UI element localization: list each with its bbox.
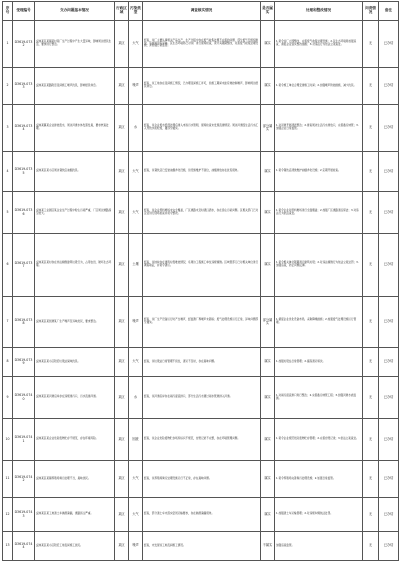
row-handling: 1.责令养殖场完善粪污处理设施；2.加强日常监管。 xyxy=(275,461,363,498)
header-no: 序号 xyxy=(3,2,13,21)
header-verified: 是否属实 xyxy=(261,2,275,21)
table-row xyxy=(3,348,399,377)
row-handling: 1.责令施工单位合理安排施工时间；2.加强噪声防控措施，减少扰民。 xyxy=(275,68,363,105)
row-region: 某区 xyxy=(115,68,129,105)
table-row xyxy=(3,152,399,192)
table-row xyxy=(3,234,399,297)
row-id: D3619-0742 xyxy=(13,461,35,498)
row-id: D3619-0741 xyxy=(13,419,35,461)
row-no: 13 xyxy=(3,532,13,561)
row-type: 土壤 xyxy=(129,234,143,297)
row-type: 大气 xyxy=(129,192,143,234)
header-investigation: 调查核实情况 xyxy=(143,2,261,21)
row-investigation: 经查，该垃圾站日常管理不到位，清运不及时，存在臭味问题。 xyxy=(143,348,261,377)
table-row xyxy=(3,68,399,105)
row-verified: 不属实 xyxy=(261,532,275,561)
row-no: 9 xyxy=(3,377,13,419)
row-region: 某区 xyxy=(115,105,129,152)
row-id: D3619-0743 xyxy=(13,498,35,532)
header-note: 备注 xyxy=(379,2,399,21)
row-type: 大气 xyxy=(129,152,143,192)
row-note: 已办结 xyxy=(379,105,399,152)
row-problem: 反映某区某镇养殖场粪污处理不当，臭味扰民。 xyxy=(35,461,115,498)
row-accountability: 无 xyxy=(363,21,379,68)
row-problem: 反映某区某小区附近工地夜间施工扰民。 xyxy=(35,532,115,561)
row-type: 噪声 xyxy=(129,68,143,105)
row-verified: 属实 xyxy=(261,419,275,461)
table-row xyxy=(3,297,399,348)
row-type: 大气 xyxy=(129,498,143,532)
table-row xyxy=(3,377,399,419)
row-accountability: 无 xyxy=(363,419,379,461)
row-problem: 反映某镇某企业排放废水，周边河道水体发黑发臭，要求核查处理。 xyxy=(35,105,115,152)
row-type: 噪声 xyxy=(129,297,143,348)
row-handling: 1.责令餐饮店清洗维护油烟净化设施；2.定期开展检查。 xyxy=(275,152,363,192)
row-verified: 属实 xyxy=(261,152,275,192)
row-accountability: 无 xyxy=(363,192,379,234)
row-accountability: 无 xyxy=(363,348,379,377)
row-investigation: 经查，该餐饮店已安装油烟净化设施，但设施维护不到位，油烟排放存在扰民现象。 xyxy=(143,152,261,192)
row-note: 已办结 xyxy=(379,234,399,297)
row-investigation: 经查，该工地存在夜间施工情况，已办理夜间施工许可，但施工期间未能有效控制噪声，影响周边居民休息。 xyxy=(143,68,261,105)
row-id: D3619-0738 xyxy=(13,297,35,348)
row-note: 已办结 xyxy=(379,377,399,419)
table-row xyxy=(3,461,399,498)
row-id: D3619-0732 xyxy=(13,21,35,68)
row-note: 已办结 xyxy=(379,461,399,498)
header-problem: 交办问题基本情况 xyxy=(35,2,115,21)
row-type: 大气 xyxy=(129,348,143,377)
row-accountability: 无 xyxy=(363,377,379,419)
row-handling: 加强巡查监管。 xyxy=(275,532,363,561)
row-verified: 属实 xyxy=(261,21,275,68)
row-problem: 反映某区某路附近夜间施工噪声扰民，影响居民休息。 xyxy=(35,68,115,105)
row-problem: 反映某区某小区附近垃圾站臭味扰民。 xyxy=(35,348,115,377)
row-region: 某区 xyxy=(115,192,129,234)
row-handling: 1.加强垃圾站日常管理；2.提高清运频次。 xyxy=(275,348,363,377)
row-region: 某区 xyxy=(115,461,129,498)
header-id: 受理编号 xyxy=(13,2,35,21)
row-note: 已办结 xyxy=(379,152,399,192)
table-row xyxy=(3,532,399,561)
row-investigation: 经查，该河道沿岸存在雨污混流排口，部分生活污水通过雨水管道排入河道。 xyxy=(143,377,261,419)
table-row xyxy=(3,419,399,461)
row-id: D3619-0734 xyxy=(13,105,35,152)
row-note: 已办结 xyxy=(379,348,399,377)
row-accountability: 无 xyxy=(363,68,379,105)
row-problem: 反映某区某工地渣土车抛洒滴漏，道路扬尘严重。 xyxy=(35,498,115,532)
row-no: 12 xyxy=(3,498,13,532)
header-type: 污染类型 xyxy=(129,2,143,21)
row-accountability: 无 xyxy=(363,532,379,561)
row-type: 大气 xyxy=(129,461,143,498)
row-handling: 1.对河道开展清淤整治；2.排查周边生活污水排放口，完善截污纳管；3.加强企业日常监管。 xyxy=(275,105,363,152)
row-accountability: 无 xyxy=(363,234,379,297)
row-accountability: 无 xyxy=(363,105,379,152)
row-id: D3619-0733 xyxy=(13,68,35,105)
row-id: D3619-0735 xyxy=(13,152,35,192)
row-problem: 反映某工业园区某企业生产过程中粉尘污染严重，厂区周边道路扬尘较大。 xyxy=(35,192,115,234)
row-region: 某区 xyxy=(115,21,129,68)
row-id: D3619-0736 xyxy=(13,192,35,234)
row-region: 某区 xyxy=(115,234,129,297)
row-problem: 反映某区某镇某村某厂生产过程中产生大量异味，影响周边居民生活，要求进行整治。 xyxy=(35,21,115,68)
row-id: D3619-0740 xyxy=(13,377,35,419)
row-problem: 反映某区某河道沿岸存在违规排污口，污水直排河道。 xyxy=(35,377,115,419)
row-type: 大气 xyxy=(129,21,143,68)
row-investigation: 经查，该地块存在建筑垃圾堆放情况，系周边工程施工单位违规倾倒。区城管部门已对相关单位进行调查取证，并责令清运。 xyxy=(143,234,261,297)
row-id: D3619-0737 xyxy=(13,234,35,297)
row-verified: 属实 xyxy=(261,377,275,419)
row-no: 5 xyxy=(3,192,13,234)
row-no: 1 xyxy=(3,21,13,68)
row-problem: 反映某区某村存在非法倾倒建筑垃圾行为，占用农田，破坏生态环境。 xyxy=(35,234,115,297)
row-region: 某区 xyxy=(115,498,129,532)
row-accountability: 无 xyxy=(363,498,379,532)
row-investigation: 经查，该养殖场粪污处理设施运行不正常，存在臭味问题。 xyxy=(143,461,261,498)
row-no: 11 xyxy=(3,461,13,498)
row-type: 固废 xyxy=(129,419,143,461)
header-region: 行政区域 xyxy=(115,2,129,21)
row-note: 已办结 xyxy=(379,419,399,461)
table-header-row xyxy=(3,2,399,21)
row-investigation: 经查，该厂生产设备运行时产生噪声，经监测厂界噪声未超标；废气处理设施运行正常，异味问题部分属实。 xyxy=(143,297,261,348)
row-note: 已办结 xyxy=(379,297,399,348)
row-no: 7 xyxy=(3,297,13,348)
row-type: 噪声 xyxy=(129,532,143,561)
header-accountability: 问责情况 xyxy=(363,2,379,21)
row-verified: 属实 xyxy=(261,234,275,297)
row-accountability: 无 xyxy=(363,152,379,192)
row-no: 4 xyxy=(3,152,13,192)
row-investigation: 经查，该厂主要从事相关产品生产，生产过程中存在废气收集处理不完善的问题，部分废气无组织排放，造成周边有异味。区生态环境局已对该厂进行现场检查，责令其限期整改，完善废气收集处理设施，并加强日常监管。 xyxy=(143,21,261,68)
row-note: 已办结 xyxy=(379,68,399,105)
row-type: 水 xyxy=(129,377,143,419)
row-no: 3 xyxy=(3,105,13,152)
row-accountability: 无 xyxy=(363,461,379,498)
row-region: 某区 xyxy=(115,532,129,561)
complaint-table xyxy=(2,1,399,561)
row-handling: 1.责令该厂立即整改，完善废气收集处理设施；2.区生态环境局加强巡查，督促企业落实整改措施；3.对违法行为依法立案查处。 xyxy=(275,21,363,68)
row-no: 8 xyxy=(3,348,13,377)
row-accountability: 无 xyxy=(363,297,379,348)
table-row xyxy=(3,192,399,234)
table-row xyxy=(3,21,399,68)
row-handling: 1.责令企业对原料堆场进行全面覆盖；2.加强厂区道路清扫保洁；3.对违法行为依法查处。 xyxy=(275,192,363,234)
row-region: 某区 xyxy=(115,297,129,348)
row-id: D3619-0739 xyxy=(13,348,35,377)
row-handling: 1.责令相关单位限期清运建筑垃圾；2.对违法倾倒行为依法立案处罚；3.加强巡查，防止问题反弹。 xyxy=(275,234,363,297)
row-handling: 1.加强渣土车运输管理；2.对违规车辆依法处罚。 xyxy=(275,498,363,532)
row-handling: 1.责令企业规范危险废物贮存管理；2.完善台账记录；3.依法立案查处。 xyxy=(275,419,363,461)
row-investigation: 经查，该企业废水经预处理后排入市政污水管网，现场检查未发现直排情况。周边河道因生活污水汇入导致水质较差，属部分属实。 xyxy=(143,105,261,152)
row-problem: 反映某区某小区周边餐饮店油烟扰民。 xyxy=(35,152,115,192)
row-note: 已办结 xyxy=(379,21,399,68)
row-id: D3619-0744 xyxy=(13,532,35,561)
row-investigation: 经查，该企业原料堆场未完全覆盖，厂区道路未及时清扫洒水，存在扬尘污染问题。区相关部门已对企业进行现场检查并责令整改。 xyxy=(143,192,261,234)
row-verified: 属实 xyxy=(261,68,275,105)
row-region: 某区 xyxy=(115,419,129,461)
row-no: 6 xyxy=(3,234,13,297)
row-investigation: 经查，未发现该工地夜间施工情况。 xyxy=(143,532,261,561)
header-handling: 处理和整改情况 xyxy=(275,2,363,21)
row-verified: 部分属实 xyxy=(261,297,275,348)
row-note: 已办结 xyxy=(379,498,399,532)
row-note: 已办结 xyxy=(379,192,399,234)
row-no: 2 xyxy=(3,68,13,105)
row-verified: 属实 xyxy=(261,348,275,377)
table-row xyxy=(3,105,399,152)
row-verified: 属实 xyxy=(261,192,275,234)
row-problem: 反映某区某企业危险废物贮存不规范，存在环境风险。 xyxy=(35,419,115,461)
row-region: 某区 xyxy=(115,348,129,377)
row-region: 某区 xyxy=(115,152,129,192)
row-investigation: 经查，该企业危险废物贮存场所标识不规范，台账记录不完整，存在环境管理问题。 xyxy=(143,419,261,461)
row-note: 已办结 xyxy=(379,532,399,561)
row-handling: 1.对雨污混流排口进行整治；2.完善截污纳管工程；3.加强河道水质监测。 xyxy=(275,377,363,419)
row-problem: 反映某区某街道某厂生产噪声及异味扰民，要求整治。 xyxy=(35,297,115,348)
row-handling: 1.督促企业优化设备布局，采取降噪措施；2.加强废气处理设施运行管理。 xyxy=(275,297,363,348)
row-verified: 属实 xyxy=(261,461,275,498)
row-type: 水 xyxy=(129,105,143,152)
row-verified: 属实 xyxy=(261,498,275,532)
row-investigation: 经查，部分渣土车未落实密闭运输要求，存在抛洒滴漏现象。 xyxy=(143,498,261,532)
row-no: 10 xyxy=(3,419,13,461)
row-verified: 部分属实 xyxy=(261,105,275,152)
row-region: 某区 xyxy=(115,377,129,419)
table-row xyxy=(3,498,399,532)
